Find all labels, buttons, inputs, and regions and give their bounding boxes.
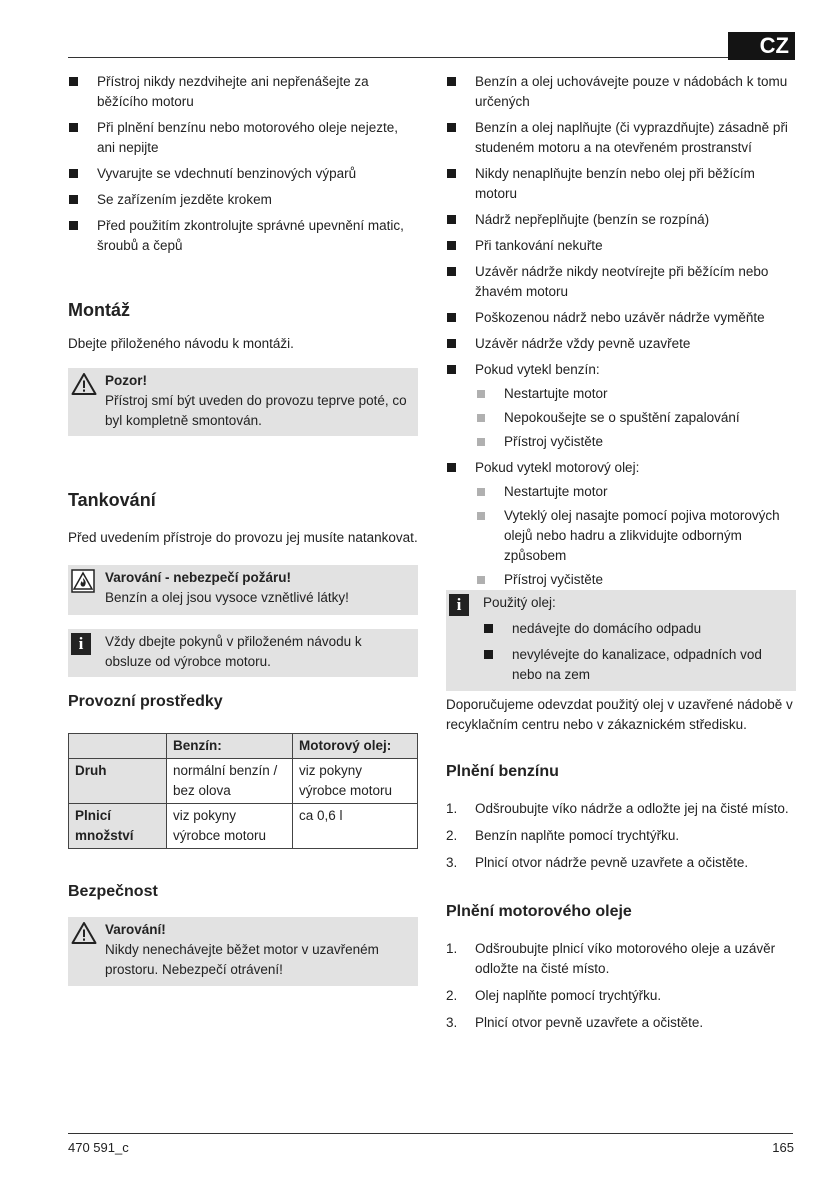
list-item: Při plnění benzínu nebo motorového oleje nejezte, ani nepijte bbox=[68, 118, 418, 158]
table-header-row bbox=[69, 734, 418, 759]
list-item bbox=[446, 360, 796, 452]
used-oil-list bbox=[483, 619, 788, 685]
list-item: Benzín a olej uchovávejte pouze v nádobách k tomu určených bbox=[446, 72, 796, 112]
tankovani-text: Před uvedením přístroje do provozu jej musíte natankovat. bbox=[68, 530, 418, 545]
right-column bbox=[446, 72, 796, 1040]
step-number: 3. bbox=[446, 855, 458, 870]
list-item: Před použitím zkontrolujte správné upevnění matic, šroubů a čepů bbox=[68, 216, 418, 256]
info-box bbox=[68, 629, 418, 677]
plneni-benzinu-heading: Plnění benzínu bbox=[446, 763, 559, 780]
step-item bbox=[446, 799, 796, 819]
step-number: 3. bbox=[446, 1015, 458, 1030]
sub-list-item: Nestartujte motor bbox=[475, 482, 796, 502]
recycle-text: Doporučujeme odevzdat použitý olej v uzavřené nádobě v recyklačním centru nebo v zákaznickém středisku. bbox=[446, 697, 793, 732]
warning-title: Varování! bbox=[105, 922, 166, 937]
warning-box bbox=[68, 917, 418, 986]
list-item: Vyvarujte se vdechnutí benzinových výparů bbox=[68, 164, 418, 184]
fire-warning-box bbox=[68, 565, 418, 615]
list-item: Uzávěr nádrže nikdy neotvírejte při běžícím nebo žhavém motoru bbox=[446, 262, 796, 302]
info-icon: i bbox=[71, 633, 91, 655]
step-number: 2. bbox=[446, 988, 458, 1003]
warning-text: Nikdy nenechávejte běžet motor v uzavřeném prostoru. Nebezpečí otrávení! bbox=[105, 942, 379, 977]
fire-warning-text: Benzín a olej jsou vysoce vznětlivé látky! bbox=[105, 590, 349, 605]
step-item bbox=[446, 853, 796, 873]
step-text: Benzín naplňte pomocí trychtýřku. bbox=[475, 828, 680, 843]
list-item: Poškozenou nádrž nebo uzávěr nádrže vyměňte bbox=[446, 308, 796, 328]
step-item bbox=[446, 939, 796, 979]
left-column bbox=[68, 72, 418, 986]
warning-triangle-icon bbox=[71, 372, 97, 402]
step-item bbox=[446, 826, 796, 846]
sub-list-item: Přístroj vyčistěte bbox=[475, 570, 796, 590]
document-code: 470 591_c bbox=[68, 1140, 129, 1155]
sub-list-item: Nestartujte motor bbox=[475, 384, 796, 404]
table-header: Benzín: bbox=[167, 734, 293, 759]
used-oil-box bbox=[446, 590, 796, 691]
table-header: Motorový olej: bbox=[293, 734, 418, 759]
warning-triangle-icon bbox=[71, 921, 97, 951]
step-number: 2. bbox=[446, 828, 458, 843]
page-number: 165 bbox=[772, 1140, 794, 1155]
montaz-text: Dbejte přiloženého návodu k montáži. bbox=[68, 336, 294, 351]
used-oil-title: Použitý olej: bbox=[483, 595, 556, 610]
montaz-heading: Montáž bbox=[68, 300, 130, 320]
list-item: Při tankování nekuřte bbox=[446, 236, 796, 256]
info-icon: i bbox=[449, 594, 469, 616]
plneni-benzinu-steps bbox=[446, 799, 796, 873]
tankovani-heading: Tankování bbox=[68, 490, 156, 510]
safety-list-left bbox=[68, 72, 418, 256]
fuel-table bbox=[68, 733, 418, 849]
caution-box bbox=[68, 368, 418, 436]
table-row bbox=[69, 759, 418, 804]
fire-warning-title: Varování - nebezpečí požáru! bbox=[105, 570, 292, 585]
step-text: Odšroubujte plnicí víko motorového oleje a uzávěr odložte na čisté místo. bbox=[475, 941, 776, 976]
sub-list-item: Nepokoušejte se o spuštění zapalování bbox=[475, 408, 796, 428]
step-number: 1. bbox=[446, 941, 458, 956]
table-cell: viz pokyny výrobce motoru bbox=[293, 759, 418, 804]
step-number: 1. bbox=[446, 801, 458, 816]
list-item: Přístroj nikdy nezdvihejte ani nepřenášejte za běžícího motoru bbox=[68, 72, 418, 112]
list-item: Se zařízením jezděte krokem bbox=[68, 190, 418, 210]
step-text: Odšroubujte víko nádrže a odložte jej na čisté místo. bbox=[475, 801, 789, 816]
table-cell: viz pokyny výrobce motoru bbox=[167, 804, 293, 849]
plneni-oleje-steps bbox=[446, 939, 796, 1033]
list-item: Nikdy nenaplňujte benzín nebo olej při běžícím motoru bbox=[446, 164, 796, 204]
list-item: nevylévejte do kanalizace, odpadních vod nebo na zem bbox=[483, 645, 788, 685]
oil-spill-list bbox=[475, 482, 796, 590]
table-cell: normální benzín / bez olova bbox=[167, 759, 293, 804]
table-cell: ca 0,6 l bbox=[293, 804, 418, 849]
list-item: nedávejte do domácího odpadu bbox=[483, 619, 788, 639]
table-cell: Druh bbox=[69, 759, 167, 804]
caution-text: Přístroj smí být uveden do provozu teprve poté, co byl kompletně smontován. bbox=[105, 393, 407, 428]
safety-list-right bbox=[446, 72, 796, 590]
header-rule bbox=[68, 57, 793, 58]
language-tab: CZ bbox=[728, 32, 795, 60]
benzin-spill-list bbox=[475, 384, 796, 452]
caution-title: Pozor! bbox=[105, 373, 147, 388]
list-item: Nádrž nepřeplňujte (benzín se rozpíná) bbox=[446, 210, 796, 230]
list-item: Uzávěr nádrže vždy pevně uzavřete bbox=[446, 334, 796, 354]
benzin-spill-label: Pokud vytekl benzín: bbox=[475, 362, 600, 377]
provozni-heading: Provozní prostředky bbox=[68, 693, 223, 710]
step-item bbox=[446, 986, 796, 1006]
step-text: Olej naplňte pomocí trychtýřku. bbox=[475, 988, 662, 1003]
plneni-oleje-heading: Plnění motorového oleje bbox=[446, 903, 632, 920]
step-item bbox=[446, 1013, 796, 1033]
step-text: Plnicí otvor nádrže pevně uzavřete a očistěte. bbox=[475, 855, 749, 870]
table-row bbox=[69, 804, 418, 849]
bezpecnost-heading: Bezpečnost bbox=[68, 883, 158, 900]
footer-rule bbox=[68, 1133, 793, 1134]
sub-list-item: Vyteklý olej nasajte pomocí pojiva motorových olejů nebo hadru a zlikvidujte odborným způsobem bbox=[475, 506, 796, 566]
fire-hazard-icon bbox=[71, 569, 95, 599]
sub-list-item: Přístroj vyčistěte bbox=[475, 432, 796, 452]
table-header bbox=[69, 734, 167, 759]
info-text: Vždy dbejte pokynů v přiloženém návodu k obsluze od výrobce motoru. bbox=[105, 634, 362, 669]
list-item: Benzín a olej naplňujte (či vyprazdňujte) zásadně při studeném motoru a na otevřeném prostranství bbox=[446, 118, 796, 158]
list-item bbox=[446, 458, 796, 590]
table-cell: Plnicí množství bbox=[69, 804, 167, 849]
oil-spill-label: Pokud vytekl motorový olej: bbox=[475, 460, 640, 475]
step-text: Plnicí otvor pevně uzavřete a očistěte. bbox=[475, 1015, 704, 1030]
